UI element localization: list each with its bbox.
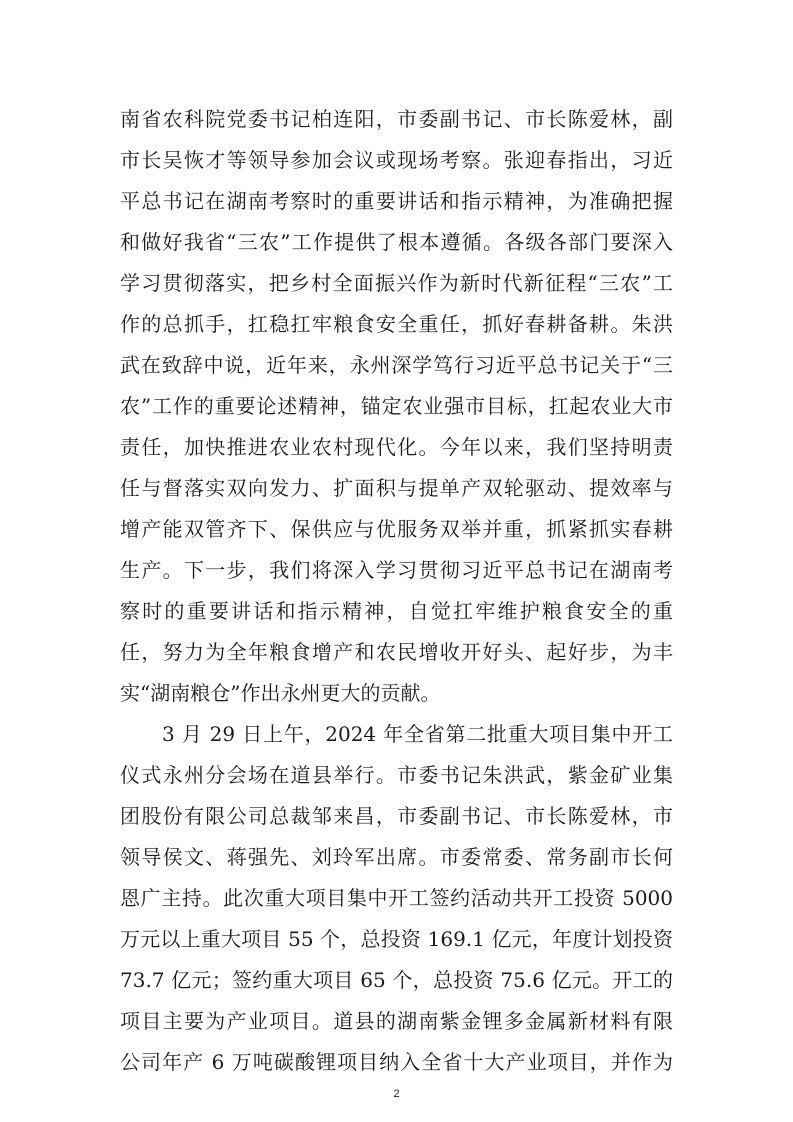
text-line: 学习贯彻落实，把乡村全面振兴作为新时代新征程“三农”工: [120, 271, 673, 295]
text-line: 恩广主持。此次重大项目集中开工签约活动共开工投资 5000: [120, 886, 673, 910]
text-line: 项目主要为产业项目。道县的湖南紫金锂多金属新材料有限: [120, 1009, 673, 1033]
text-line: 农”工作的重要论述精神，锚定农业强市目标，扛起农业大市: [120, 394, 673, 418]
text-line: 73.7 亿元；签约重大项目 65 个，总投资 75.6 亿元。开工的: [120, 968, 673, 992]
text-line: 生产。下一步，我们将深入学习贯彻习近平总书记在湖南考: [120, 558, 673, 582]
text-line: 任与督落实双向发力、扩面积与提单产双轮驱动、提效率与: [120, 476, 673, 500]
text-line: 责任，加快推进农业农村现代化。今年以来，我们坚持明责: [120, 435, 673, 459]
text-line: 南省农科院党委书记柏连阳，市委副书记、市长陈爱林，副: [120, 107, 673, 131]
text-line: 仪式永州分会场在道县举行。市委书记朱洪武，紫金矿业集: [120, 763, 673, 787]
text-line: 平总书记在湖南考察时的重要讲话和指示精神，为准确把握: [120, 189, 673, 213]
text-line: 领导侯文、蒋强先、刘玲军出席。市委常委、常务副市长何: [120, 845, 673, 869]
text-line: 增产能双管齐下、保供应与优服务双举并重，抓紧抓实春耕: [120, 517, 673, 541]
text-line: 武在致辞中说，近年来，永州深学笃行习近平总书记关于“三: [120, 353, 673, 377]
page-number: 2: [393, 1088, 400, 1100]
text-line: 察时的重要讲话和指示精神，自觉扛牢维护粮食安全的重: [120, 599, 673, 623]
text-line: 作的总抓手，扛稳扛牢粮食安全重任，抓好春耕备耕。朱洪: [120, 312, 673, 336]
text-line: 团股份有限公司总裁邹来昌，市委副书记、市长陈爱林，市: [120, 804, 673, 828]
text-line: 和做好我省“三农”工作提供了根本遵循。各级各部门要深入: [120, 230, 673, 254]
text-line: 任，努力为全年粮食增产和农民增收开好头、起好步，为丰: [120, 640, 673, 664]
text-line: 万元以上重大项目 55 个，总投资 169.1 亿元，年度计划投资: [120, 927, 673, 951]
text-line: 实“湖南粮仓”作出永州更大的贡献。: [120, 681, 441, 705]
text-line: 公司年产 6 万吨碳酸锂项目纳入全省十大产业项目，并作为: [120, 1050, 673, 1074]
text-line: 市长吴恢才等领导参加会议或现场考察。张迎春指出，习近: [120, 148, 673, 172]
text-line: 3 月 29 日上午，2024 年全省第二批重大项目集中开工: [162, 722, 673, 746]
